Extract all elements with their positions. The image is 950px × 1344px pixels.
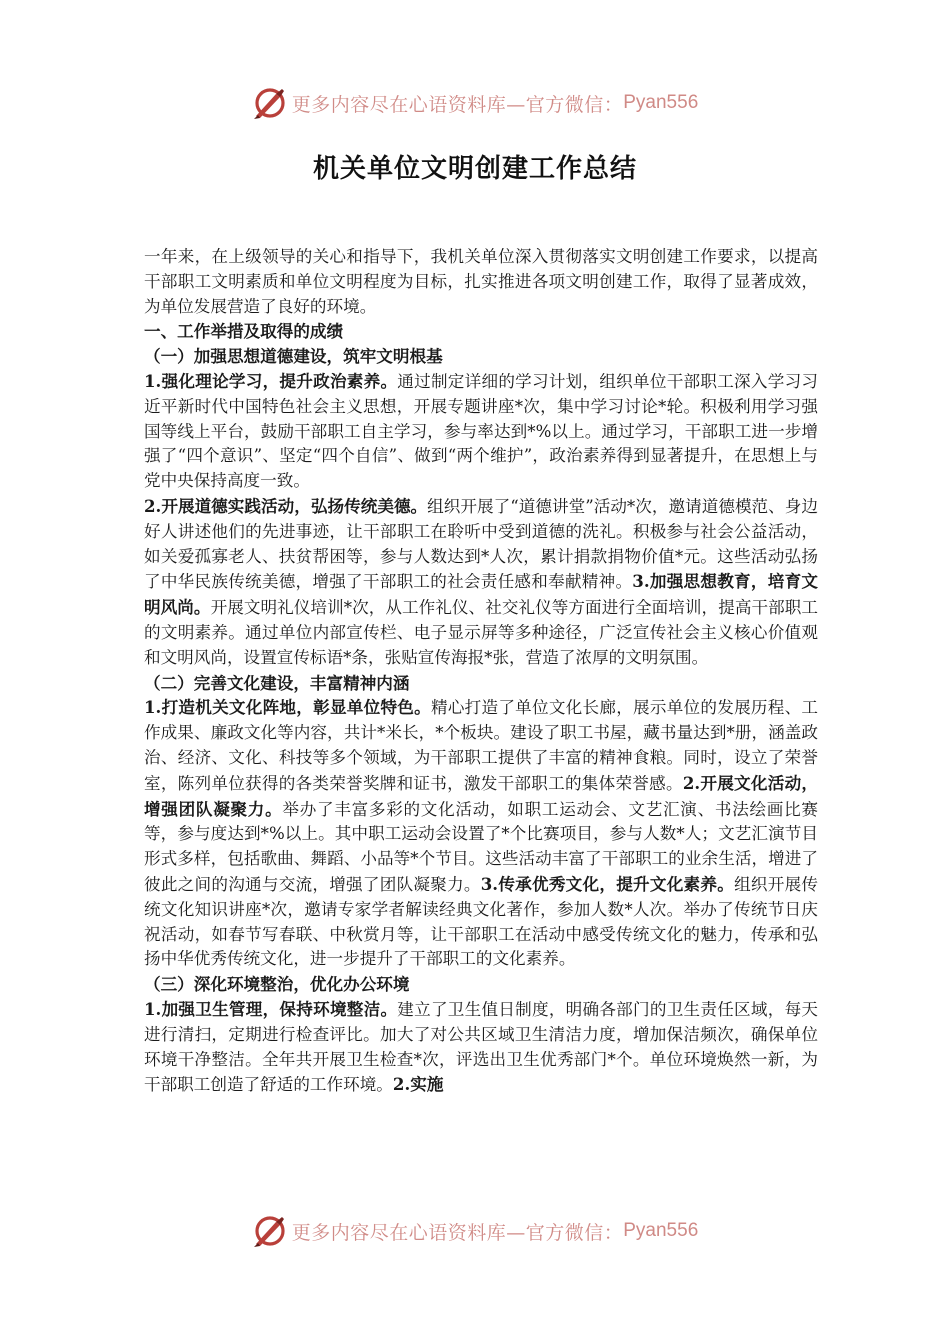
item-title: 2.开展文化活动，增强团队凝聚力。 bbox=[144, 772, 818, 819]
item-title: 1.加强卫生管理，保持环境整洁。 bbox=[144, 998, 398, 1019]
banner-wechat-id: Pyan556 bbox=[623, 92, 699, 113]
paragraph-moral-practice bbox=[144, 494, 818, 671]
item-text: 开展文明礼仪培训*次，从工作礼仪、社交礼仪等方面进行全面培训，提高干部职工的文明素养。通过单位内部宣传栏、电子显示屏等多种途径，广泛宣传社会主义核心价值观和文明风尚，设置宣传标语*条，张贴宣传海报*张，营造了浓厚的文明氛围。 bbox=[144, 598, 819, 667]
item-text: 精心打造了单位文化长廊，展示单位的发展历程、工作成果、廉政文化等内容，共计*米长，*个板块。建设了职工书屋，藏书量达到*册，涵盖政治、经济、文化、科技等多个领域，为干部职工提供了丰富的精神食粮。同时，设立了荣誉室，陈列单位获得的各类荣誉奖牌和证书，激发干部职工的集体荣誉感。 bbox=[144, 698, 819, 793]
item-title: 2.开展道德实践活动，弘扬传统美德。 bbox=[144, 495, 428, 516]
item-title: 3.加强思想教育，培育文明风尚。 bbox=[144, 571, 818, 618]
item-text: 建立了卫生值日制度，明确各部门的卫生责任区域，每天进行清扫，定期进行检查评比。加大了对公共区域卫生清洁力度，增加保洁频次，确保单位环境干净整洁。全年共开展卫生检查*次，评选出卫生优秀部门*个。单位环境焕然一新，为干部职工创造了舒适的工作环境。 bbox=[144, 999, 818, 1095]
paragraph-environment bbox=[144, 997, 818, 1098]
item-text: 组织开展传统文化知识讲座*次，邀请专家学者解读经典文化著作，参加人数*人次。举办了传统节日庆祝活动，如春节写春联、中秋赏月等，让干部职工在活动中感受传统文化的魅力，传承和弘扬中华优秀传统文化，进一步提升了干部职工的文化素养。 bbox=[144, 874, 819, 969]
bottom-watermark-banner bbox=[0, 1209, 950, 1253]
subsection-heading-2: （二）完善文化建设，丰富精神内涵 bbox=[144, 672, 410, 693]
subsection-heading-3: （三）深化环境整治，优化办公环境 bbox=[144, 974, 410, 995]
pen-circle-logo-icon bbox=[252, 85, 288, 121]
paragraph-theory-study bbox=[144, 369, 818, 494]
top-watermark-banner bbox=[0, 81, 950, 125]
banner-text: 更多内容尽在心语资料库—官方微信： bbox=[291, 1221, 624, 1244]
intro-paragraph: 一年来，在上级领导的关心和指导下，我机关单位深入贯彻落实文明创建工作要求，以提高干部职工文明素质和单位文明程度为目标，扎实推进各项文明创建工作，取得了显著成效，为单位发展营造了良好的环境。 bbox=[144, 247, 818, 316]
item-title: 1.强化理论学习，提升政治素养。 bbox=[144, 370, 398, 391]
section-heading-1: 一、工作举措及取得的成绩 bbox=[144, 321, 344, 342]
banner-wechat-id: Pyan556 bbox=[623, 1220, 699, 1241]
subsection-heading-1: （一）加强思想道德建设，筑牢文明根基 bbox=[144, 346, 443, 367]
item-text: 举办了丰富多彩的文化活动，如职工运动会、文艺汇演、书法绘画比赛等，参与度达到*%以上。其中职工运动会设置了*个比赛项目，参与人数*人；文艺汇演节目形式多样，包括歌曲、舞蹈、小品等*个节目。这些活动丰富了干部职工的业余生活，增进了彼此之间的沟通与交流，增强了团队凝聚力。 bbox=[144, 799, 819, 894]
item-text: 通过制定详细的学习计划，组织单位干部职工深入学习习近平新时代中国特色社会主义思想，开展专题讲座*次，集中学习讨论*轮。积极利用学习强国等线上平台，鼓励干部职工自主学习，参与率达到*%以上。通过学习，干部职工进一步增强了“四个意识”、坚定“四个自信”、做到“两个维护”，政治素养得到显著提升，在思想上与党中央保持高度一致。 bbox=[144, 371, 818, 491]
item-title: 2.实施 bbox=[392, 1074, 444, 1095]
document-title: 机关单位文明创建工作总结 bbox=[312, 154, 637, 184]
document-body bbox=[144, 245, 818, 1098]
item-title: 3.传承优秀文化，提升文化素养。 bbox=[480, 873, 735, 894]
pen-circle-logo-icon bbox=[252, 1213, 288, 1249]
banner-text: 更多内容尽在心语资料库—官方微信： bbox=[291, 93, 624, 116]
item-text: 组织开展了“道德讲堂”活动*次，邀请道德模范、身边好人讲述他们的先进事迹，让干部职工在聆听中受到道德的洗礼。积极参与社会公益活动，如关爱孤寡老人、扶贫帮困等，参与人数达到*人次，累计捐款捐物价值*元。这些活动弘扬了中华民族传统美德，增强了干部职工的社会责任感和奉献精神。 bbox=[144, 496, 818, 592]
item-title: 1.打造机关文化阵地，彰显单位特色。 bbox=[144, 697, 431, 718]
paragraph-culture-building bbox=[144, 695, 818, 972]
